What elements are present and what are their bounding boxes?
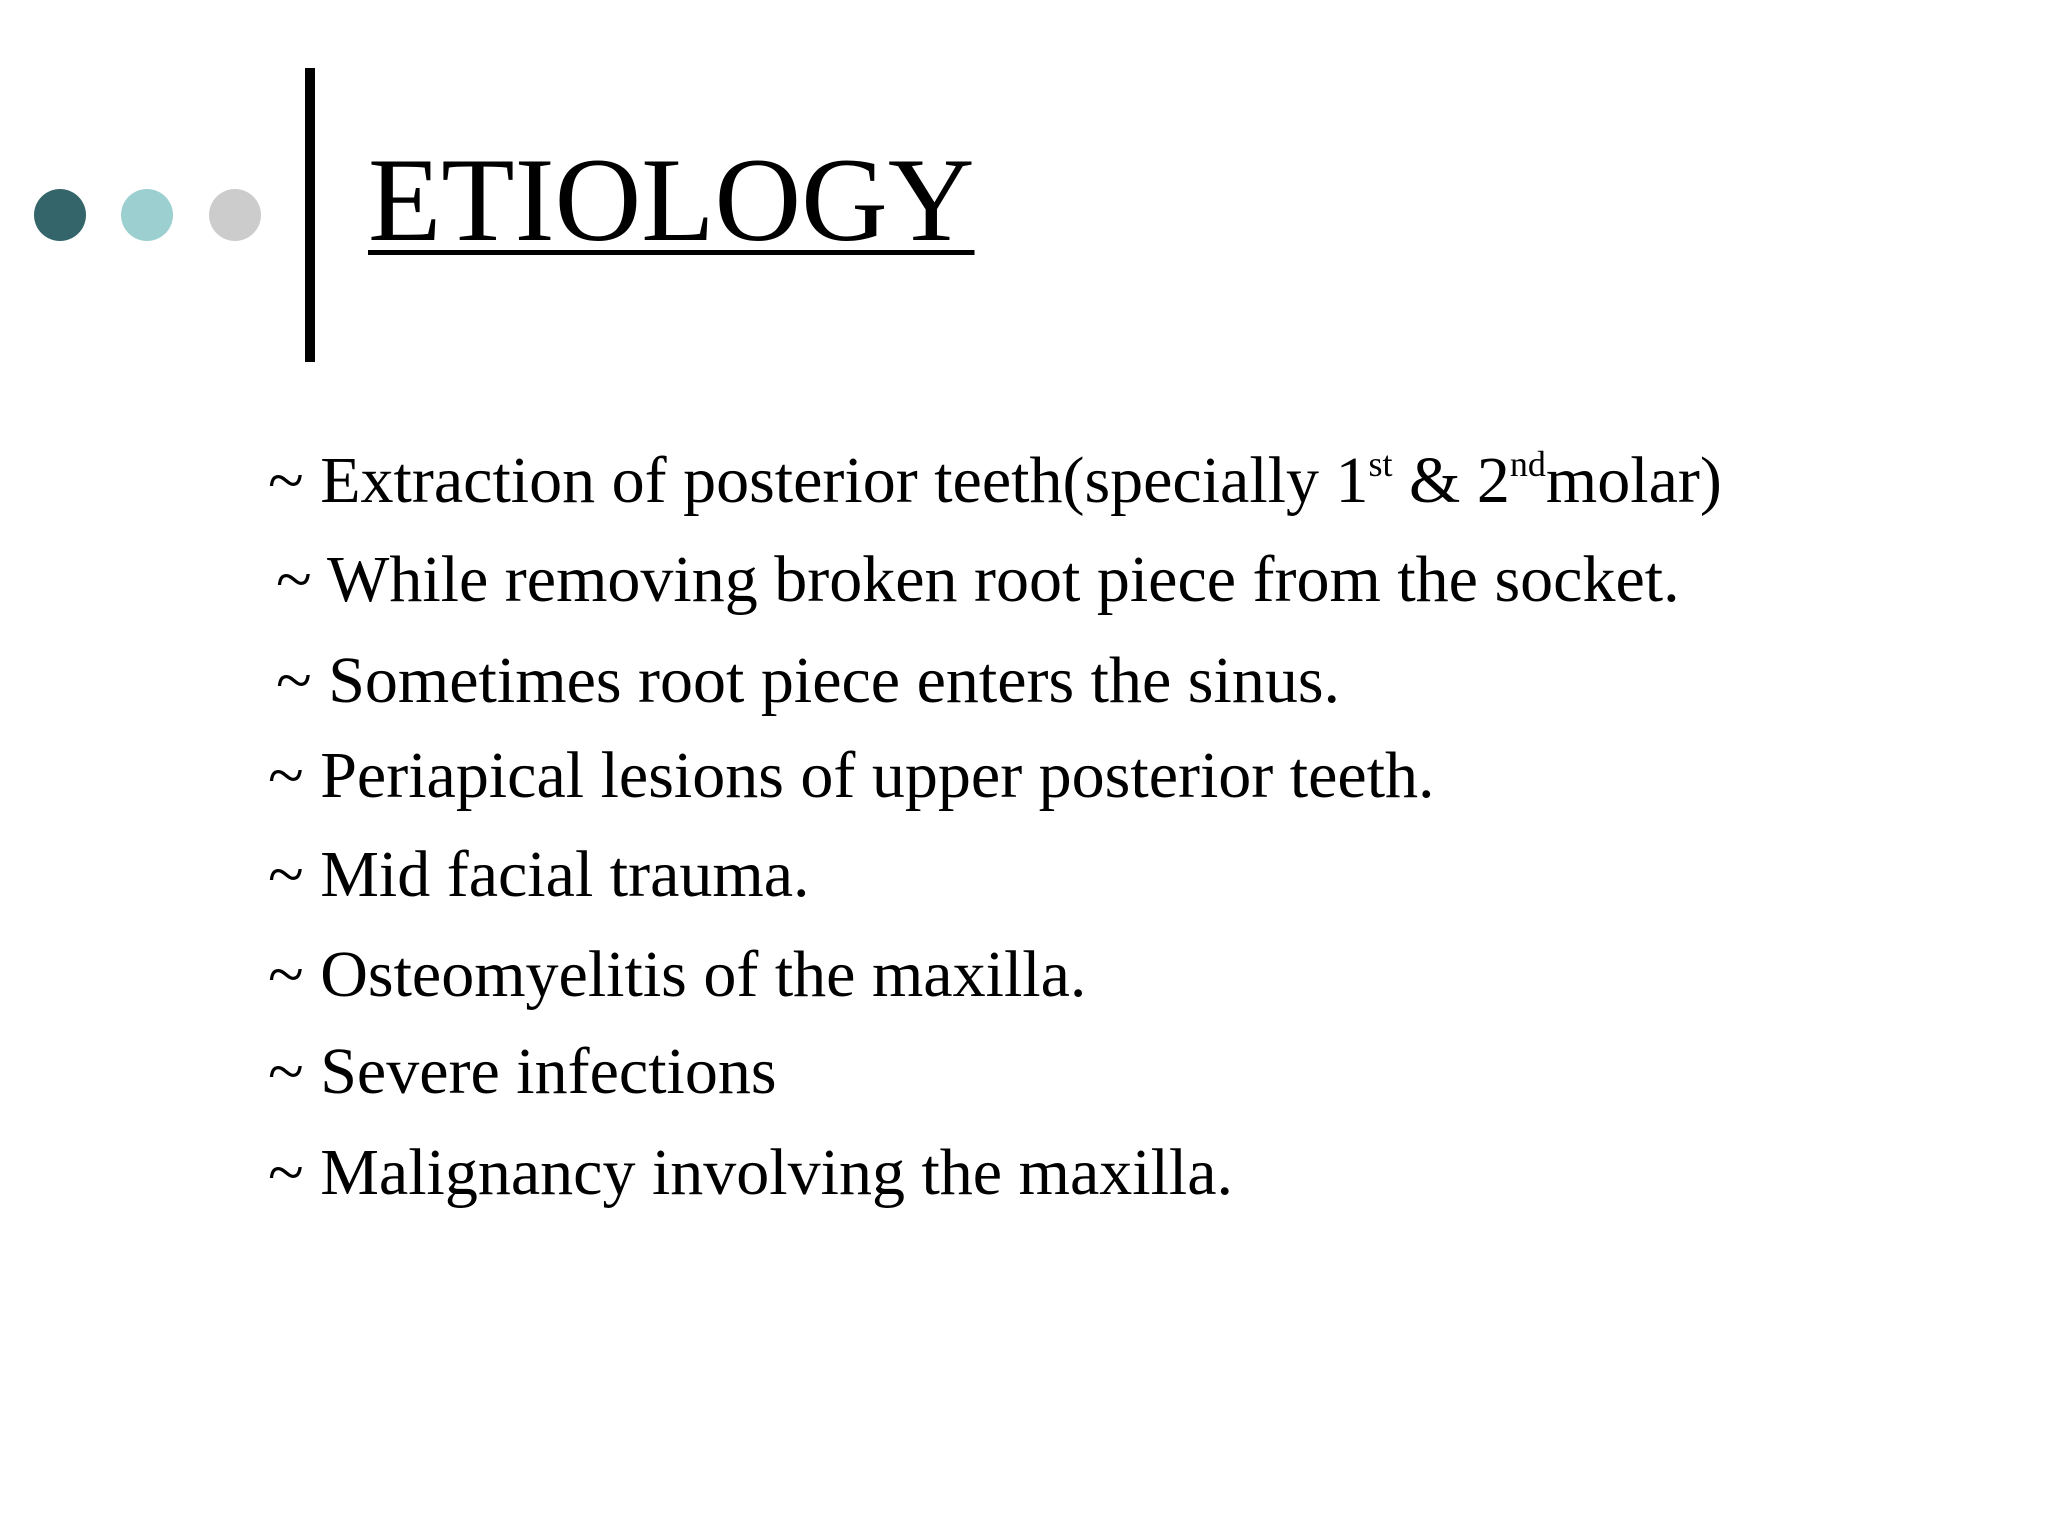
list-item (268, 444, 1722, 517)
list-item-text: Severe infections (320, 1035, 777, 1108)
bullet-marker: ~ (268, 444, 304, 517)
bullet-marker: ~ (268, 739, 304, 812)
list-item-text: Osteomyelitis of the maxilla. (320, 938, 1087, 1011)
list-item (268, 1035, 777, 1108)
list-item-text: Malignancy involving the maxilla. (320, 1136, 1234, 1209)
list-item (268, 1136, 1234, 1209)
bullet-marker: ~ (268, 1136, 304, 1209)
slide-title: ETIOLOGY (368, 133, 975, 266)
list-item (268, 838, 810, 911)
bullet-marker: ~ (268, 938, 304, 1011)
decorative-dot-dark (34, 189, 86, 241)
list-item-text: Periapical lesions of upper posterior teeth. (320, 739, 1435, 812)
list-item (268, 739, 1435, 812)
list-item (268, 938, 1087, 1011)
list-item-text: Extraction of posterior teeth(specially 1 (320, 444, 1369, 517)
bullet-marker: ~ (268, 838, 304, 911)
bullet-marker: ~ (276, 644, 312, 717)
list-item-text: Sometimes root piece enters the sinus. (328, 644, 1341, 717)
list-item-text: molar) (1545, 444, 1722, 517)
bullet-marker: ~ (276, 543, 312, 616)
superscript-ordinal: st (1368, 444, 1393, 484)
title-divider (305, 68, 315, 362)
list-item (276, 543, 1680, 616)
decorative-dot-light (121, 189, 173, 241)
decorative-dot-grey (209, 189, 261, 241)
bullet-marker: ~ (268, 1035, 304, 1108)
list-item-text: & 2 (1392, 444, 1510, 517)
list-item-text: While removing broken root piece from the socket. (327, 543, 1680, 616)
superscript-ordinal: nd (1509, 444, 1546, 484)
list-item (276, 644, 1341, 717)
list-item-text: Mid facial trauma. (320, 838, 810, 911)
